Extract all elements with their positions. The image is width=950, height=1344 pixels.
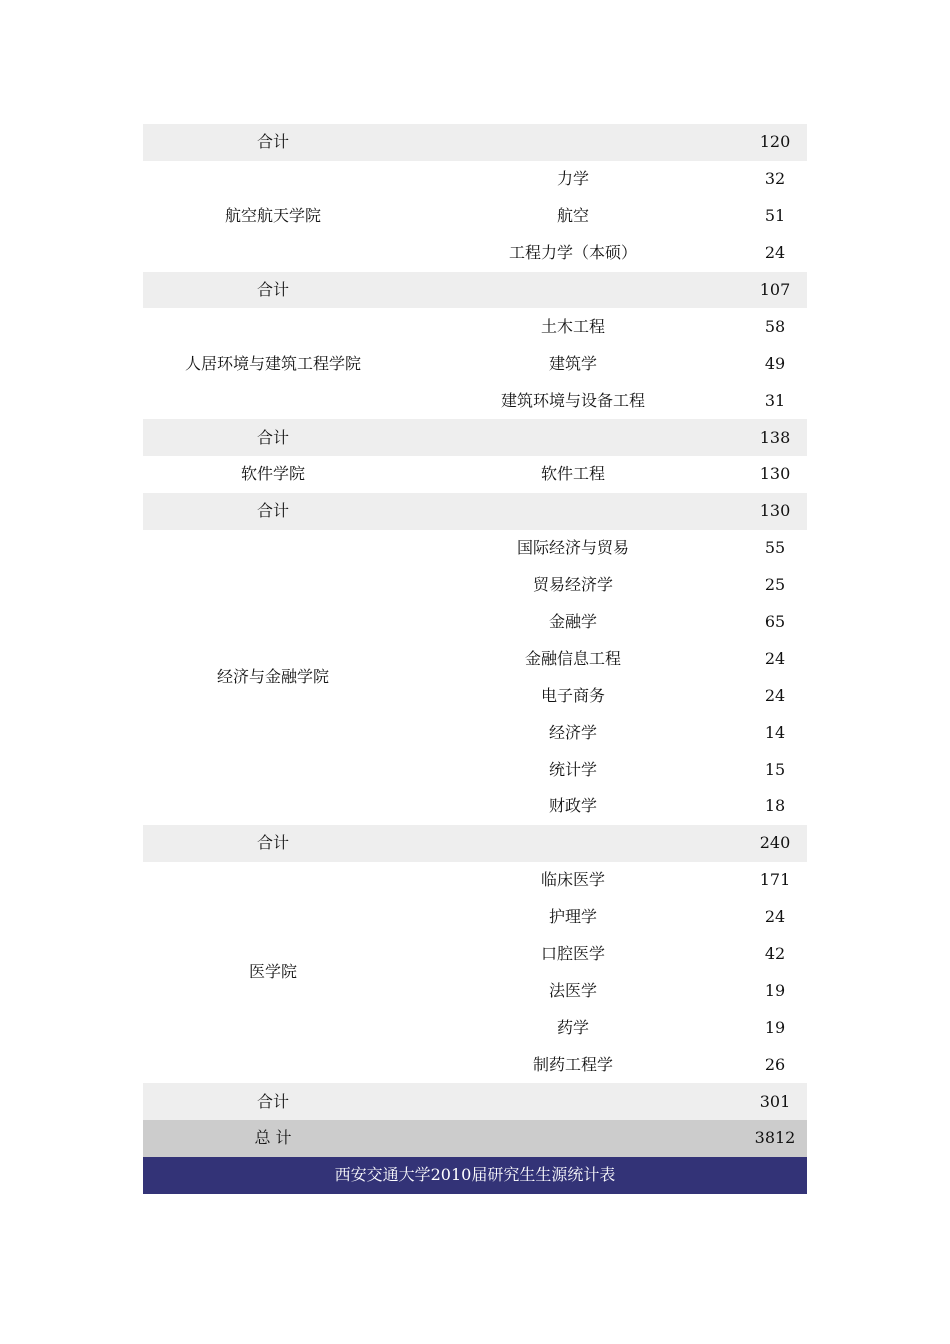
student-count: 18 bbox=[764, 796, 786, 816]
student-count: 55 bbox=[764, 538, 786, 558]
subtotal-row bbox=[143, 1083, 807, 1120]
student-count: 15 bbox=[764, 759, 786, 779]
subtotal-count: 138 bbox=[743, 419, 807, 456]
grand-total-count: 3812 bbox=[743, 1120, 807, 1157]
subtotal-row bbox=[143, 493, 807, 530]
empty-cell bbox=[403, 272, 743, 309]
major-name: 制药工程学 bbox=[532, 1054, 613, 1074]
major-name: 金融信息工程 bbox=[524, 648, 621, 668]
major-name: 经济学 bbox=[548, 722, 597, 742]
grand-total-label: 总 计 bbox=[143, 1120, 403, 1157]
major-name: 建筑学 bbox=[548, 353, 597, 373]
subtotal-count: 301 bbox=[743, 1083, 807, 1120]
subtotal-label: 合计 bbox=[143, 419, 403, 456]
subtotal-label: 合计 bbox=[143, 124, 403, 161]
table-caption: 西安交通大学2010届研究生生源统计表 bbox=[143, 1157, 807, 1194]
student-count: 19 bbox=[764, 1017, 786, 1037]
major-name: 贸易经济学 bbox=[532, 575, 613, 595]
subtotal-count: 107 bbox=[743, 272, 807, 309]
subtotal-count: 120 bbox=[743, 124, 807, 161]
college-name: 医学院 bbox=[248, 962, 297, 982]
major-name: 临床医学 bbox=[540, 870, 605, 890]
student-count: 32 bbox=[764, 169, 786, 189]
major-name: 工程力学（本硕） bbox=[508, 243, 637, 263]
subtotal-label: 合计 bbox=[143, 493, 403, 530]
student-count: 26 bbox=[764, 1054, 786, 1074]
student-count: 49 bbox=[764, 353, 786, 373]
student-count: 51 bbox=[764, 206, 786, 226]
major-row bbox=[143, 530, 807, 567]
major-name: 国际经济与贸易 bbox=[516, 538, 629, 558]
student-count: 24 bbox=[764, 685, 786, 705]
major-name: 口腔医学 bbox=[540, 944, 605, 964]
empty-cell bbox=[403, 1120, 743, 1157]
major-name: 金融学 bbox=[548, 612, 597, 632]
major-name: 法医学 bbox=[548, 980, 597, 1000]
student-count: 19 bbox=[764, 980, 786, 1000]
student-count: 130 bbox=[759, 464, 791, 484]
table-caption-row bbox=[143, 1157, 807, 1194]
student-count: 171 bbox=[759, 870, 791, 890]
major-name: 统计学 bbox=[548, 759, 597, 779]
subtotal-count: 240 bbox=[743, 825, 807, 862]
student-count: 14 bbox=[764, 722, 786, 742]
empty-cell bbox=[403, 124, 743, 161]
student-count: 24 bbox=[764, 907, 786, 927]
student-count: 25 bbox=[764, 575, 786, 595]
major-name: 建筑环境与设备工程 bbox=[500, 390, 645, 410]
statistics-table-body bbox=[143, 124, 807, 1157]
subtotal-row bbox=[143, 272, 807, 309]
student-count: 65 bbox=[764, 612, 786, 632]
major-row bbox=[143, 862, 807, 899]
major-name: 电子商务 bbox=[540, 685, 605, 705]
subtotal-row bbox=[143, 419, 807, 456]
student-count: 24 bbox=[764, 243, 786, 263]
major-row bbox=[143, 308, 807, 345]
subtotal-label: 合计 bbox=[143, 825, 403, 862]
college-name: 经济与金融学院 bbox=[216, 667, 329, 687]
student-count: 58 bbox=[764, 316, 786, 336]
subtotal-row bbox=[143, 124, 807, 161]
college-name: 软件学院 bbox=[240, 464, 305, 484]
grand-total-row bbox=[143, 1120, 807, 1157]
major-name: 土木工程 bbox=[540, 316, 605, 336]
major-name: 护理学 bbox=[548, 907, 597, 927]
major-row bbox=[143, 456, 807, 493]
major-name: 航空 bbox=[556, 206, 589, 226]
statistics-table bbox=[143, 124, 807, 1194]
student-count: 42 bbox=[764, 944, 786, 964]
student-count: 24 bbox=[764, 648, 786, 668]
major-name: 软件工程 bbox=[540, 464, 605, 484]
student-count: 31 bbox=[764, 390, 786, 410]
empty-cell bbox=[403, 825, 743, 862]
empty-cell bbox=[403, 419, 743, 456]
empty-cell bbox=[403, 493, 743, 530]
major-name: 财政学 bbox=[548, 796, 597, 816]
college-name: 航空航天学院 bbox=[224, 206, 321, 226]
major-row bbox=[143, 161, 807, 198]
subtotal-count: 130 bbox=[743, 493, 807, 530]
empty-cell bbox=[403, 1083, 743, 1120]
subtotal-label: 合计 bbox=[143, 272, 403, 309]
subtotal-label: 合计 bbox=[143, 1083, 403, 1120]
major-name: 力学 bbox=[556, 169, 589, 189]
college-name: 人居环境与建筑工程学院 bbox=[184, 353, 361, 373]
major-name: 药学 bbox=[556, 1017, 589, 1037]
subtotal-row bbox=[143, 825, 807, 862]
